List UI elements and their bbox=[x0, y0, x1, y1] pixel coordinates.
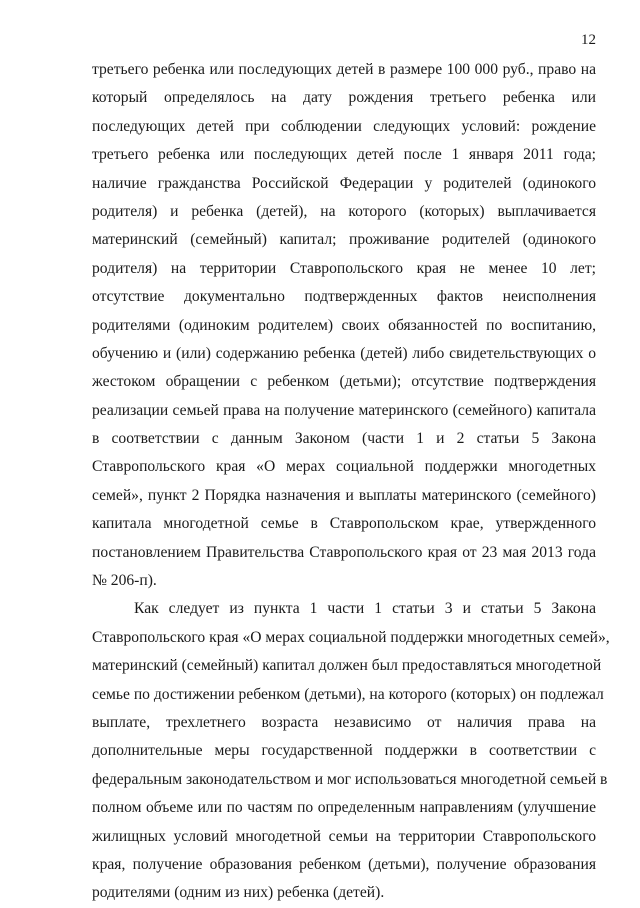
text-line: наличие гражданства Российской Федерации у родителей (одинокого bbox=[92, 174, 596, 192]
text-line: последующих детей при соблюдении следующих условий: рождение bbox=[92, 117, 596, 135]
text-line: жестоком обращении с ребенком (детьми); отсутствие подтверждения bbox=[92, 373, 596, 391]
text-line: Как следует из пункта 1 части 1 статьи 3 и статьи 5 Закона bbox=[134, 600, 596, 618]
text-line: реализации семьей права на получение материнского (семейного) капитала bbox=[92, 401, 596, 419]
text-line: капитала многодетной семье в Ставропольском крае, утвержденного bbox=[92, 515, 596, 533]
paragraph bbox=[92, 56, 596, 595]
text-line: постановлением Правительства Ставропольского края от 23 мая 2013 года bbox=[92, 543, 596, 561]
text-line: материнский (семейный) капитал должен был предоставляться многодетной bbox=[92, 657, 602, 675]
paragraph bbox=[92, 595, 610, 907]
text-line: семье по достижении ребенком (детьми), на которого (которых) он подлежал bbox=[92, 685, 604, 703]
text-line: Ставропольского края «О мерах социальной поддержки многодетных семей», bbox=[92, 628, 610, 646]
text-line: федеральным законодательством и мог использоваться многодетной семьей в bbox=[92, 770, 608, 788]
text-line: обучению и (или) содержанию ребенка (детей) либо свидетельствующих о bbox=[92, 344, 596, 362]
text-line: полном объеме или по частям по определенным направлениям (улучшение bbox=[92, 799, 596, 817]
text-line: дополнительные меры государственной поддержки в соответствии с bbox=[92, 742, 596, 760]
text-line: родителя) на территории Ставропольского края не менее 10 лет; bbox=[92, 259, 596, 277]
text-line: родителями (одиноким родителем) своих обязанностей по воспитанию, bbox=[92, 316, 596, 334]
text-line: № 206-п). bbox=[92, 572, 157, 590]
text-line: Ставропольского края «О мерах социальной поддержки многодетных bbox=[92, 458, 596, 476]
body-text bbox=[92, 56, 610, 908]
text-line: отсутствие документально подтвержденных фактов неисполнения bbox=[92, 288, 596, 306]
text-line: жилищных условий многодетной семьи на территории Ставропольского bbox=[92, 827, 596, 845]
text-line: в соответствии с данным Законом (части 1 и 2 статьи 5 Закона bbox=[92, 430, 596, 448]
text-line: материнский (семейный) капитал; проживание родителей (одинокого bbox=[92, 231, 596, 249]
text-line: родителями (одним из них) ребенка (детей). bbox=[92, 884, 385, 902]
text-line: третьего ребенка или последующих детей после 1 января 2011 года; bbox=[92, 146, 596, 164]
text-line: который определялось на дату рождения третьего ребенка или bbox=[92, 89, 596, 107]
text-line: семей», пункт 2 Порядка назначения и выплаты материнского (семейного) bbox=[92, 486, 596, 504]
text-line: края, получение образования ребенком (детьми), получение образования bbox=[92, 855, 596, 873]
text-line: третьего ребенка или последующих детей в размере 100 000 руб., право на bbox=[92, 61, 596, 78]
text-line: выплате, трехлетнего возраста независимо от наличия права на bbox=[92, 713, 596, 731]
page-number: 12 bbox=[581, 32, 596, 48]
text-line: родителя) и ребенка (детей), на которого (которых) выплачивается bbox=[92, 202, 596, 220]
